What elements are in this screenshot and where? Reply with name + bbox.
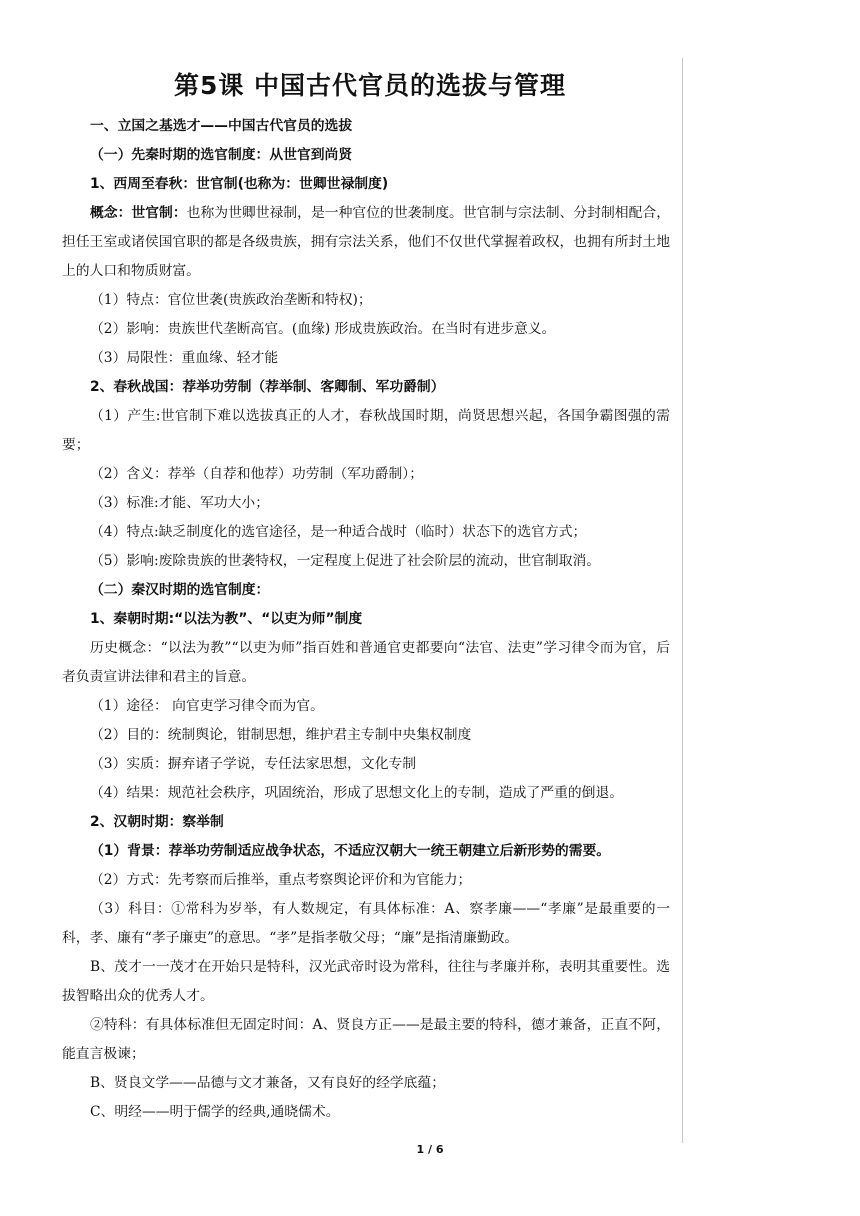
concept-paragraph xyxy=(62,199,670,286)
list-item: ②特科：有具体标准但无固定时间：A、贤良方正——是最主要的特科，德才兼备，正直不阿，能直言极谏； xyxy=(62,1017,670,1062)
list-item: （3）局限性：重血缘、轻才能 xyxy=(90,350,279,366)
list-item-bold: （1）背景：荐举功劳制适应战争状态，不适应汉朝大一统王朝建立后新形势的需要。 xyxy=(90,843,611,859)
topic-heading: 1、秦朝时期:“以法为教”、“以吏为师”制度 xyxy=(90,611,363,627)
list-item: （2）含义：荐举（自荐和他荐）功劳制（军功爵制）； xyxy=(90,466,424,482)
list-item: （2）目的：统制舆论，钳制思想，维护君主专制中央集权制度 xyxy=(90,727,472,743)
list-item: （4）特点:缺乏制度化的选官途径，是一种适合战时（临时）状态下的选官方式； xyxy=(90,524,587,540)
page-number: 1 / 6 xyxy=(416,1143,444,1156)
list-item: （4）结果：规范社会秩序，巩固统治，形成了思想文化上的专制，造成了严重的倒退。 xyxy=(90,785,624,801)
list-item: （1）产生:世官制下难以选拔真正的人才，春秋战国时期，尚贤思想兴起，各国争霸图强的需要； xyxy=(62,408,670,453)
list-item: （1）途径： 向官吏学习律令而为官。 xyxy=(90,698,324,714)
topic-heading: 2、汉朝时期：察举制 xyxy=(90,814,224,830)
topic-heading: 2、春秋战国：荐举功劳制（荐举制、客卿制、军功爵制） xyxy=(90,379,445,395)
topic-heading: 1、西周至春秋：世官制(也称为：世卿世禄制度) xyxy=(90,176,389,192)
page-margin-line xyxy=(682,58,683,1143)
subsection-heading: （二）秦汉时期的选官制度： xyxy=(90,582,270,598)
section-heading: 一、立国之基选才——中国古代官员的选拔 xyxy=(90,118,353,134)
list-item: （3）实质：摒弃诸子学说，专任法家思想，文化专制 xyxy=(90,756,417,772)
document-body xyxy=(62,112,670,1127)
list-item: （2）方式：先考察而后推举，重点考察舆论评价和为官能力； xyxy=(90,872,472,888)
list-item: （3）标准:才能、军功大小； xyxy=(90,495,269,511)
concept-text: 也称为世卿世禄制，是一种官位的世袭制度。世官制与宗法制、分封制相配合，担任王室或诸侯国官职的都是各级贵族，拥有宗法关系，他们不仅世代掌握着政权，也拥有所封土地上的人口和物质财富。 xyxy=(62,205,671,279)
subsection-heading: （一）先秦时期的选官制度：从世官到尚贤 xyxy=(90,147,353,163)
list-item: （2）影响：贵族世代垄断高官。(血缘) 形成贵族政治。在当时有进步意义。 xyxy=(90,321,556,337)
list-item: C、明经——明于儒学的经典,通晓儒术。 xyxy=(90,1104,340,1120)
list-item: B、茂才一一茂才在开始只是特科，汉光武帝时设为常科，往往与孝廉并称，表明其重要性。选拔智略出众的优秀人才。 xyxy=(62,959,670,1004)
list-item: B、贤良文学——品德与文才兼备，又有良好的经学底蕴； xyxy=(90,1075,446,1091)
list-item: （1）特点：官位世袭(贵族政治垄断和特权)； xyxy=(90,292,372,308)
concept-paragraph: 历史概念：“以法为教”“以吏为师”指百姓和普通官吏都要向“法官、法吏”学习律令而为官，后者负责宣讲法律和君主的旨意。 xyxy=(62,640,670,685)
list-item: （5）影响:废除贵族的世袭特权，一定程度上促进了社会阶层的流动，世官制取消。 xyxy=(90,553,601,569)
page-title: 第5课 中国古代官员的选拔与管理 xyxy=(173,71,567,100)
list-item: （3）科目：①常科为岁举，有人数规定，有具体标准：A、察孝廉——“孝廉”是最重要的一科，孝、廉有“孝子廉吏”的意思。“孝”是指孝敬父母；“廉”是指清廉勤政。 xyxy=(62,901,670,946)
concept-label: 概念：世官制： xyxy=(90,205,187,221)
